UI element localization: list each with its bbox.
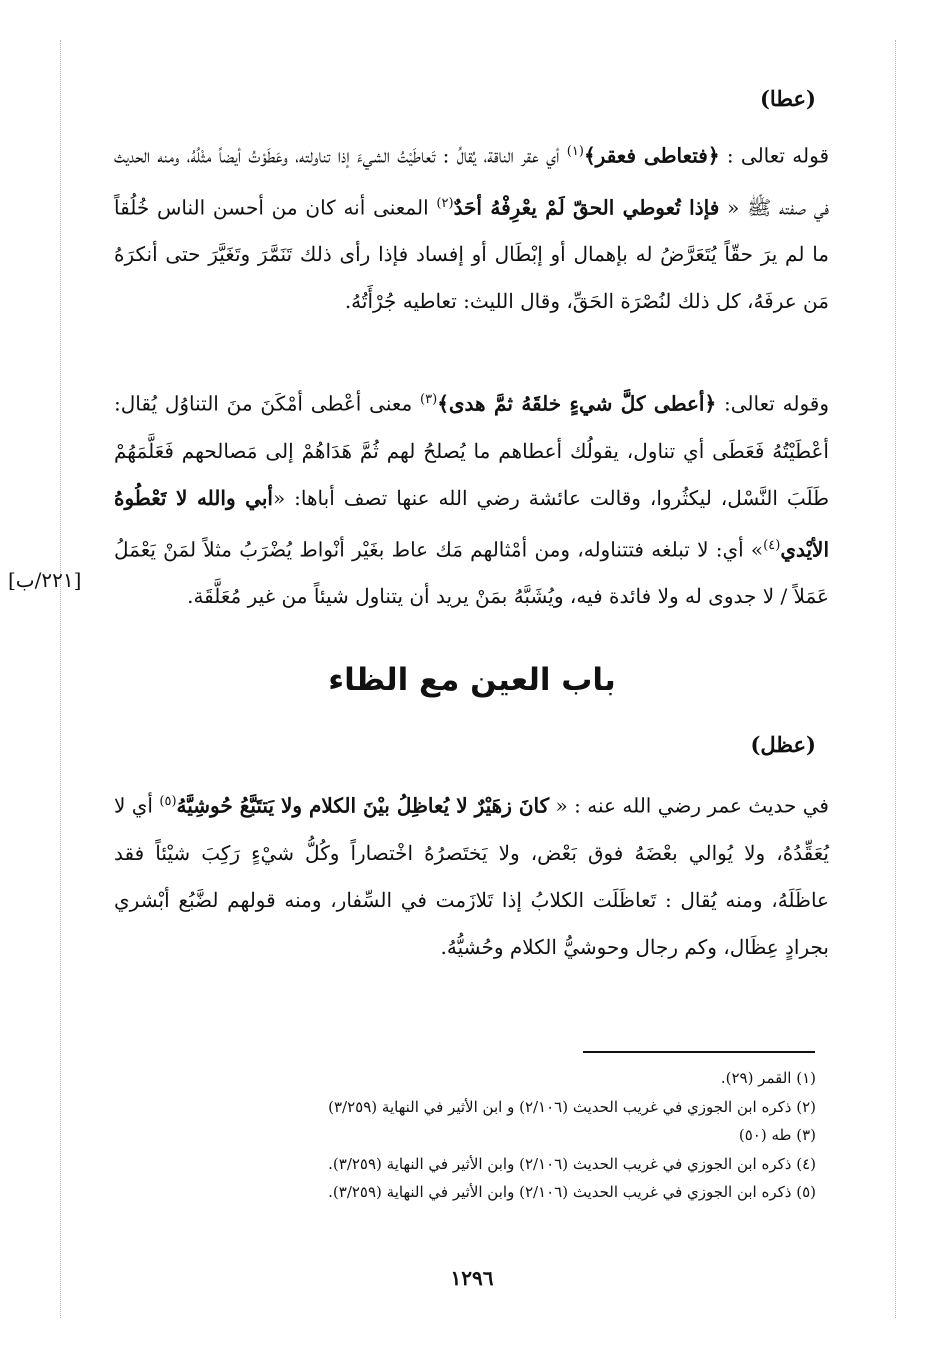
footnote-ref-2: (٢): [436, 195, 454, 211]
footnote-ref-5: (٥): [159, 794, 177, 809]
hadith-quote: أبي والله لا تَعْطُوهُ الأيْدي: [114, 485, 829, 562]
entry-heading-ata: (عطا): [759, 86, 816, 111]
paragraph-text: معنى أعْطى أمْكَنَ منَ التناوُل يُقال: أعْطَيْتُهُ فَعَطَى أي تناول، يقولُك أعطاهم ما يُصلحُ لهم ثُمَّ هَدَاهُمْ إلى مَصالحهم فَعَلَّمَهُمْ طَلَبَ النَّسْل، ليكثُروا، وقالت عائشة رضي الله عنها تصف أباها: «: [114, 391, 830, 510]
paragraph-text: أي عقر الناقة، يُقالُ : تَعاطَيْتُ الشيءَ إذا تناولته، وعَطَوْتُ أيضاً مثْلُهُ، ومنه الحديث في صفته ﷺ «: [114, 143, 829, 220]
paragraph-text: المعنى أنه كان من أحسن الناس خُلُقاً ما لم يرَ حقّاً يُتَعَرَّضُ له بإهمال أو إبْطَال أو إفساد فإذا رأى ذلك تَنَمَّرَ وتَغَيَّرَ حتى أنكرَهُ مَن عرفَهُ، كل ذلك لنُصْرَة الحَقِّ، وقال الليث: تعاطيه جُرْأَتُهُ.: [114, 195, 829, 314]
quran-verse: ﴿أعطى كلَّ شيءٍ خلقَهُ ثمَّ هدى﴾: [437, 391, 717, 416]
footnote-3: (٣) طه (٥٠): [738, 1126, 816, 1144]
quran-verse: ﴿فتعاطى فعقر﴾: [583, 143, 720, 168]
footnote-1: (١) القمر (٢٩).: [720, 1069, 816, 1087]
paragraph-intro: قوله تعالى :: [719, 143, 830, 168]
footnote-2: (٢) ذكره ابن الجوزي في غريب الحديث (٢/١٠٦) و ابن الأثير في النهاية (٣/٢٥٩): [328, 1097, 816, 1116]
manuscript-folio-marker: [٢٢١/ب]: [8, 568, 82, 592]
page-number: ١٢٩٦: [450, 1266, 494, 1290]
footnote-ref-3: (٣): [420, 392, 438, 407]
hadith-quote: فإذا تُعوطي الحقّ لَمْ يعْرِفْهُ أحَدٌ: [453, 195, 720, 220]
paragraph-intro: في حديث عمر رضي الله عنه : «: [549, 793, 829, 818]
paragraph-intro: وقوله تعالى:: [716, 391, 829, 416]
paragraph-text: أي لا يُعَقِّدُهُ، ولا يُوالي بعْضَهُ فوق بَعْض، ولا يَختَصرُهُ اخْتصاراً وكُلُّ شيْءٍ رَكِبَ شيْئاً فقد عاظَلَهُ، ومنه يُقال : تَعاظَلَت الكلابُ إذا تَلازَمت في السِّفار، ومنه قولهم لضَّبُع أبْشري بجرادٍ عِظَال، وكم رجال وحوشيُّ الكلام وحُشيُّهُ.: [114, 793, 829, 959]
footnotes: [136, 1064, 816, 1207]
footnote-divider: [583, 1051, 815, 1053]
footnote-ref-4: (٤): [763, 537, 781, 553]
paragraph-ata-2: [114, 376, 829, 620]
section-title: باب العين مع الظاء: [328, 662, 616, 698]
footnote-5: (٥) ذكره ابن الجوزي في غريب الحديث (٢/١٠٦) وابن الأثير في النهاية (٣/٢٥٩).: [328, 1183, 816, 1201]
paragraph-text: » أي: لا تبلغه فتتناوله، ومن أمْثالهم مَك عاط بغَيْر أنْواط يُضْرَبُ مثلاً لمَنْ يَعْمَلُ عَمَلاً / لا جدوى له ولا فائدة فيه، ويُشَبَّهُ بمَنْ يريد أن يتناول شيئاً من غير مُعَلَّقَة.: [114, 537, 829, 609]
paragraph-azal: [114, 778, 829, 971]
entry-heading-azal: (عظل): [750, 732, 816, 757]
paragraph-ata-1: [114, 128, 829, 325]
hadith-quote: كانَ زهَيْرٌ لا يُعاظِلُ بيْنَ الكلام ولا يَتتَبَّعُ حُوشِيَّهُ: [176, 793, 550, 818]
footnote-4: (٤) ذكره ابن الجوزي في غريب الحديث (٢/١٠٦) وابن الأثير في النهاية (٣/٢٥٩).: [328, 1154, 816, 1173]
footnote-ref-1: (١): [566, 144, 584, 159]
